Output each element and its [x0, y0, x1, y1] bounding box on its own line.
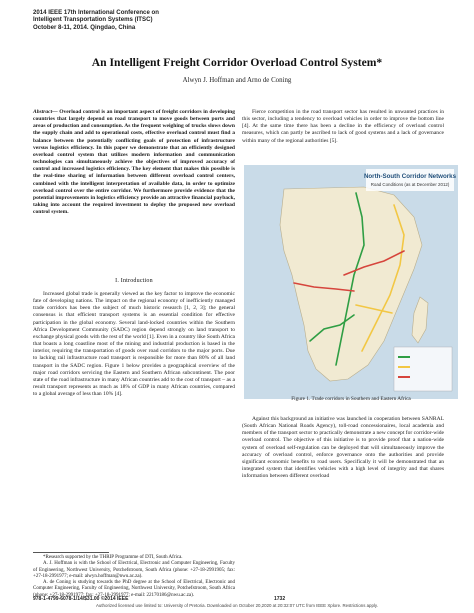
right-paragraph-2: Against this background an initiative was launched in cooperation between SANRAL (South African National Roads Agency), toll-road concessionaires, local academia and members of the transport sector to practically demonstrate a new concept for corridor-wide overload control. The objective of this initiative is to provide proof that a nation-wide system of overload self-regulation can be deployed that will simultaneously improve the accuracy of overload control, enforce governance onto the authorities and provide significant economic benefits to road users. Specifically it will be demonstrated that an integrated system that identifies vehicles with a high level of integrity and that shares information between different overload: [242, 416, 444, 480]
corridor-map-figure: [244, 165, 458, 399]
right-column-top: [242, 109, 444, 145]
abstract-text: Overload control is an important aspect of freight corridors in developing countries that largely depend on road transport to move goods between ports and areas of production and consumption. As the frequent weighing of trucks slows down the supply chain and add to operational costs, effective overload control must find a balance between the potentially conflicting goals of protection of infrastructure versus logistics efficiency. In this paper we demonstrate that an efficiently designed overload control system that utilizes modern information and communication technologies can simultaneously achieve the objectives of improved accuracy of control and increased logistics efficiency. The key element that makes this possible is the real-time sharing of information between different overload control centers, combined with the intelligent interpretation of available data, in order to optimize overload control over the entire corridor. We furthermore provide evidence that the potential improvements in logistics efficiency provide an attractive financial payback, taking into account the required investment to deploy the proposed new overload control system.: [33, 109, 235, 216]
introduction-body: [33, 291, 235, 398]
page-number: 1732: [274, 596, 286, 602]
paper-title: An Intelligent Freight Corridor Overload Control System*: [91, 56, 383, 69]
footnotes: [33, 555, 235, 599]
map-legend-box: [394, 347, 452, 391]
isbn-line: 978-1-4799-6078-1/14/$31.00 ©2014 IEEE: [33, 596, 129, 602]
abstract: [33, 109, 235, 216]
footnote-rule: [33, 552, 109, 553]
map-subtitle: Road Conditions (as at December 2012): [370, 182, 450, 187]
map-title: North-South Corridor Networks: [363, 173, 457, 180]
conference-header: [33, 9, 283, 31]
figure-caption: Figure 1. Trade corridors in Southern and Eastern Africa: [291, 396, 411, 402]
license-notice: Authorized licensed use limited to: University of Pretoria. Downloaded on October 20,2020 at 20:32:07 UTC from IEEE Xplore. Restrictions apply.: [95, 603, 379, 608]
right-column-bottom: [242, 416, 444, 480]
footnote-author-1: A. J. Hoffman is with the School of Electrical, Electronic and Computer Engineering, Faculty of Engineering, Northwest University, Potchefstroom, South Africa (phone: +27-18-2991905; fax: +27-18-2991977; e-mail: alwyn.hoffman@nwu.ac.za).: [33, 561, 235, 579]
paper-authors: Alwyn J. Hoffman and Arno de Coning: [182, 77, 292, 84]
footnote-author-2: A. de Coning is studying towards the PhD degree at the School of Electrical, Electronic and Computer Engineering, Faculty of Engineering, Northwest University, Potchefstroom, South Africa (phone: +27-18-2991977; fax: +27-18-2991977; e-mail: 22170186@nwu.ac.za).: [33, 580, 235, 598]
abstract-lead: Abstract—: [33, 109, 58, 115]
footnote-funding: *Research supported by the THRIP Programme of DTI, South Africa.: [43, 555, 183, 560]
right-paragraph-1: Fierce competition in the road transport sector has resulted in unwanted practices in this sector, including a tendency to overload vehicles in order to improve the bottom line [4]. At the same time there has been a decline in the efficiency of overload control measures, which can partly be ascribed to lack of good systems and a lack of governance within many of the regional authorities [5].: [242, 109, 444, 144]
conference-line-3: October 8-11, 2014. Qingdao, China: [33, 23, 136, 31]
conference-line-1: 2014 IEEE 17th International Conference on: [33, 9, 159, 16]
introduction-paragraph: Increased global trade is generally viewed as the key factor to improve the economic fate of developing nations. The impact on the regional economy of inefficiently managed trade corridors has been the subject of much historic research [1, 2, 3]; the general consensus is that efficient transport systems is an essential condition for effective participation in the global economy. Several land-locked countries within the Southern Africa Development Community (SADC) region depend strongly on land transport to exchange physical goods with the rest of the world [1]. Even in a country like South Africa that boasts a long coastline most of the mining and industrial production is based in the interior, requiring the transportation of goods over road corridors to the major ports. Due to lacking rail infrastructure road transport is responsible for more than 80% of all land transport in the SADC region. Figure 1 below provides a geographical overview of the major road corridors servicing the Eastern and Southern African subcontinent. The poor state of the road infrastructure in many African countries add to the cost of transport – as a result transport represents as much as 18% of GDP in many African countries, compared to a global average of less than 10% [4].: [33, 291, 235, 398]
section-heading-introduction: I. Introduction: [115, 278, 153, 284]
conference-line-2: Intelligent Transportation Systems (ITSC): [33, 16, 153, 24]
